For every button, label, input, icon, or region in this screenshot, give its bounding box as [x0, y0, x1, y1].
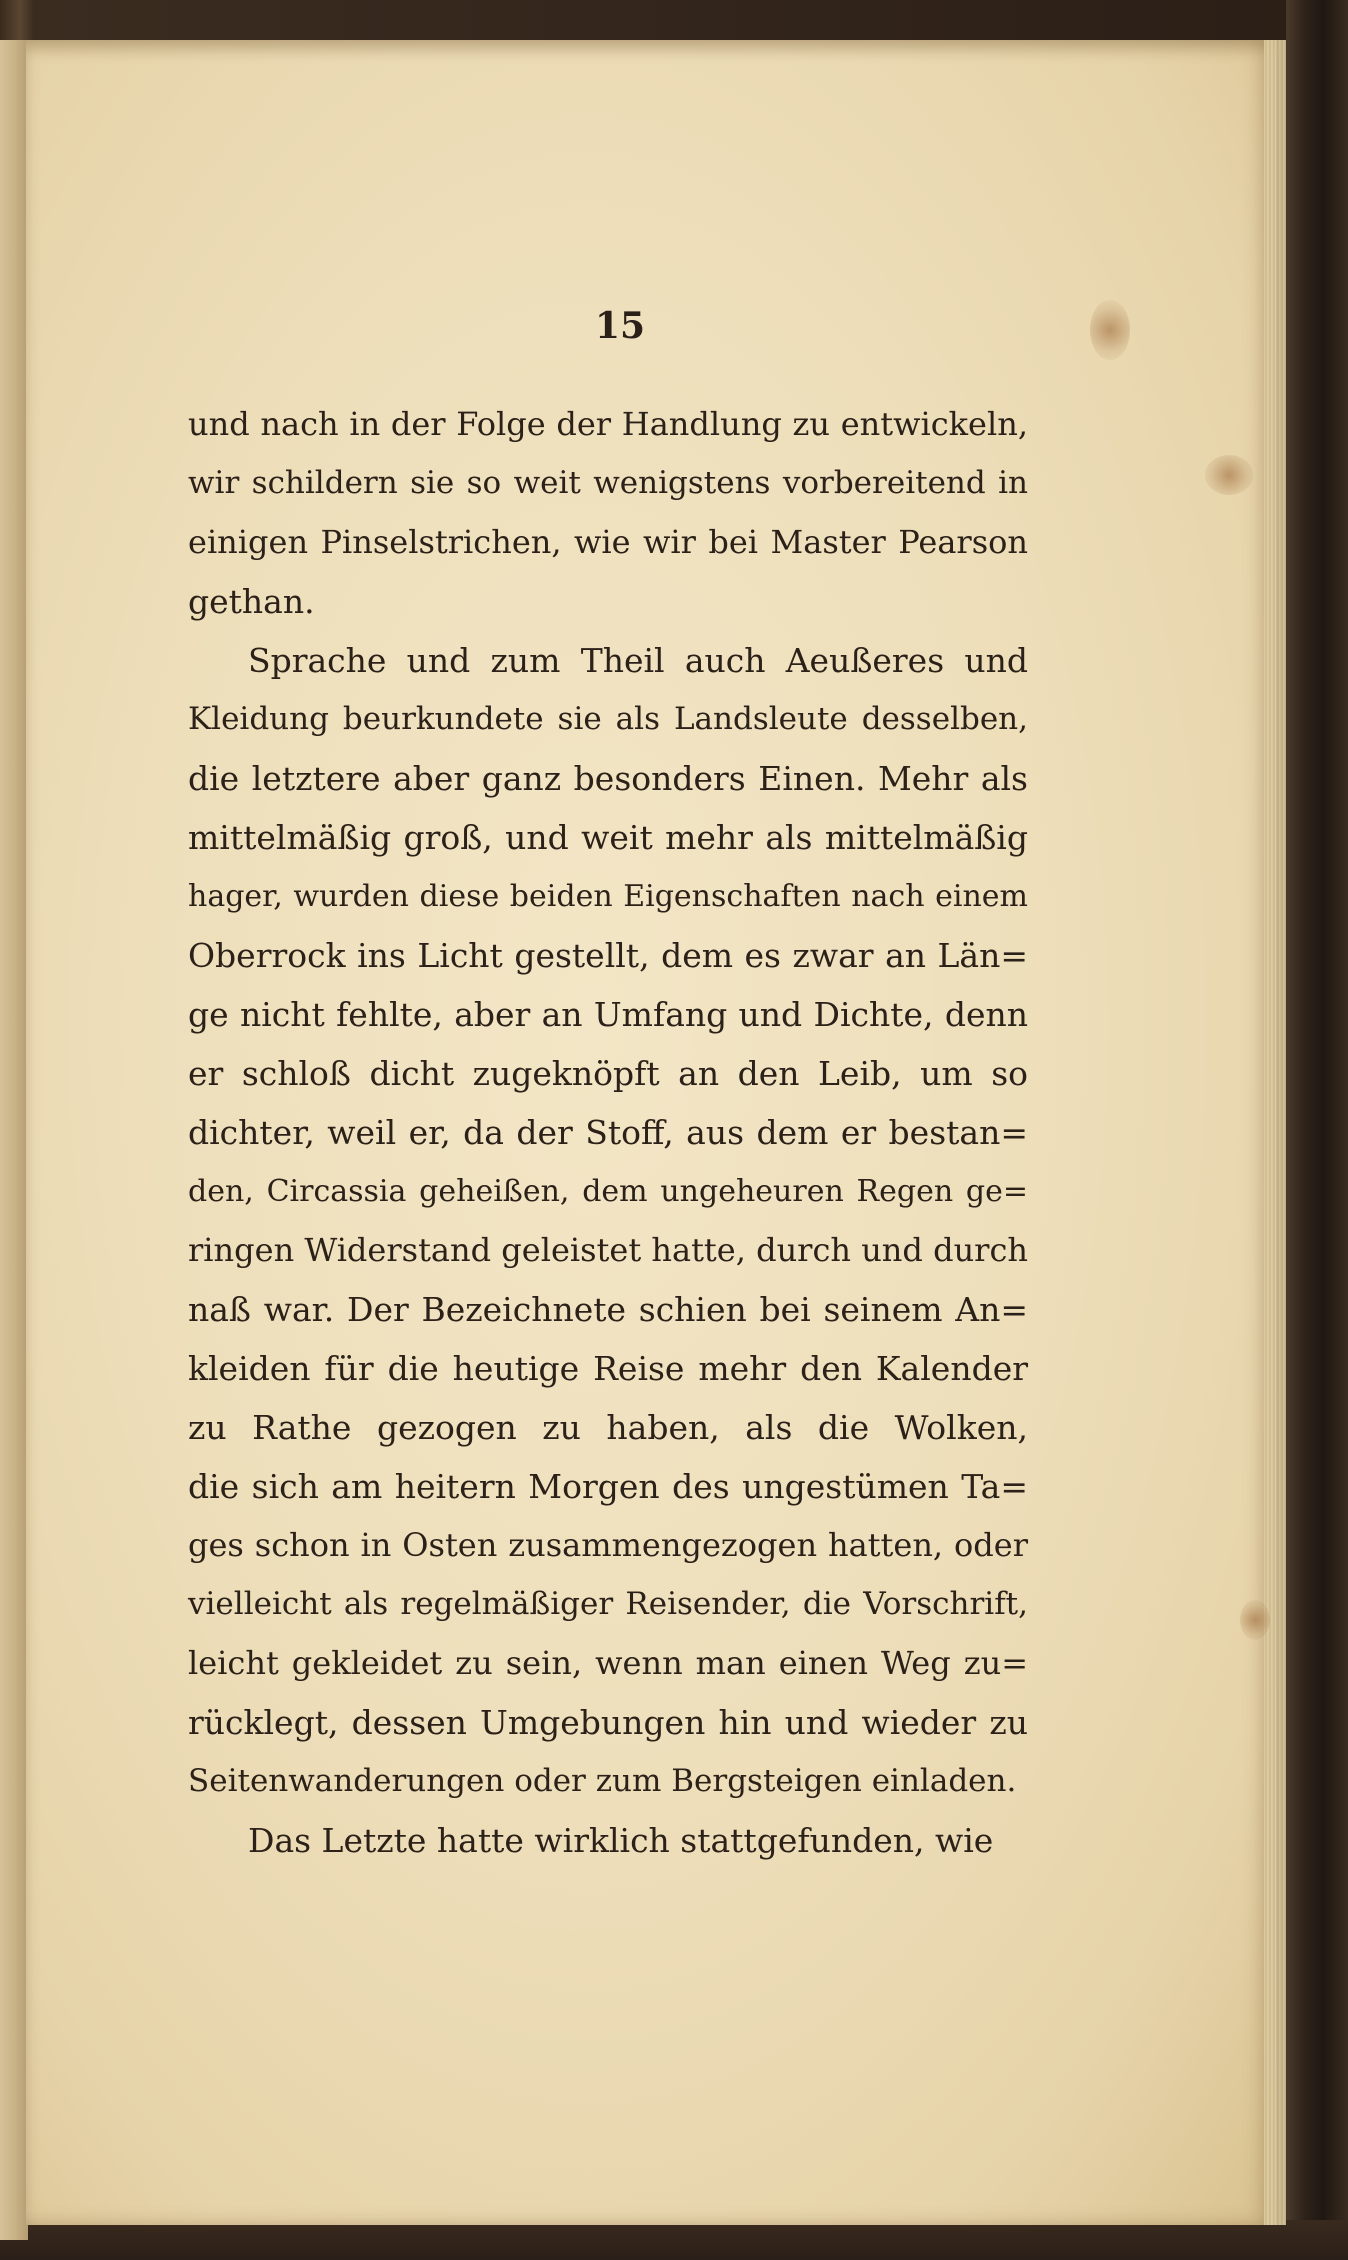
text-line: naß war. Der Bezeichnete schien bei seinem An= — [188, 1290, 1028, 1329]
book-cover-right — [1286, 0, 1348, 2260]
text-line: die sich am heitern Morgen des ungestümen Ta= — [188, 1467, 1028, 1506]
facing-page-edge — [0, 40, 28, 2240]
text-line: zu Rathe gezogen zu haben, als die Wolken, — [188, 1408, 1028, 1447]
text-line: Das Letzte hatte wirklich stattgefunden, wie — [248, 1821, 994, 1860]
text-line: die letztere aber ganz besonders Einen. Mehr als — [188, 759, 1028, 798]
page-stack-edge — [1264, 40, 1286, 2225]
text-line: einigen Pinselstrichen, wie wir bei Master Pearson — [188, 523, 1028, 561]
text-line: kleiden für die heutige Reise mehr den Kalender — [188, 1349, 1028, 1388]
foxing-stain — [1090, 300, 1130, 360]
text-line: den, Circassia geheißen, dem ungeheuren Regen ge= — [188, 1174, 1028, 1209]
text-line: Oberrock ins Licht gestellt, dem es zwar an Län= — [188, 936, 1028, 975]
text-line: mittelmäßig groß, und weit mehr als mittelmäßig — [188, 818, 1028, 857]
page-number: 15 — [594, 305, 646, 347]
foxing-stain — [1205, 455, 1253, 495]
text-line: leicht gekleidet zu sein, wenn man einen Weg zu= — [188, 1644, 1028, 1682]
text-line: rücklegt, dessen Umgebungen hin und wieder zu — [188, 1703, 1028, 1742]
text-line: und nach in der Folge der Handlung zu entwickeln, — [188, 405, 1028, 443]
foxing-stain — [1240, 1600, 1270, 1640]
text-line: Sprache und zum Theil auch Aeußeres und — [248, 641, 1028, 680]
book-cover-bottom — [0, 2220, 1348, 2260]
text-line: Seitenwanderungen oder zum Bergsteigen einladen. — [188, 1763, 1017, 1799]
text-line: ringen Widerstand geleistet hatte, durch und durch — [188, 1231, 1028, 1269]
text-line: er schloß dicht zugeknöpft an den Leib, um so — [188, 1054, 1028, 1093]
page-body-text — [188, 395, 1028, 1870]
text-line: ge nicht fehlte, aber an Umfang und Dichte, denn — [188, 995, 1028, 1034]
text-line: vielleicht als regelmäßiger Reisender, die Vorschrift, — [188, 1586, 1028, 1622]
text-line: Kleidung beurkundete sie als Landsleute desselben, — [188, 701, 1028, 737]
text-line: wir schildern sie so weit wenigstens vorbereitend in — [188, 465, 1028, 501]
text-line: ges schon in Osten zusammengezogen hatten, oder — [188, 1526, 1028, 1564]
text-line: hager, wurden diese beiden Eigenschaften nach einem — [188, 879, 1028, 914]
text-line: gethan. — [188, 582, 315, 621]
text-line: dichter, weil er, da der Stoff, aus dem er bestan= — [188, 1113, 1028, 1152]
